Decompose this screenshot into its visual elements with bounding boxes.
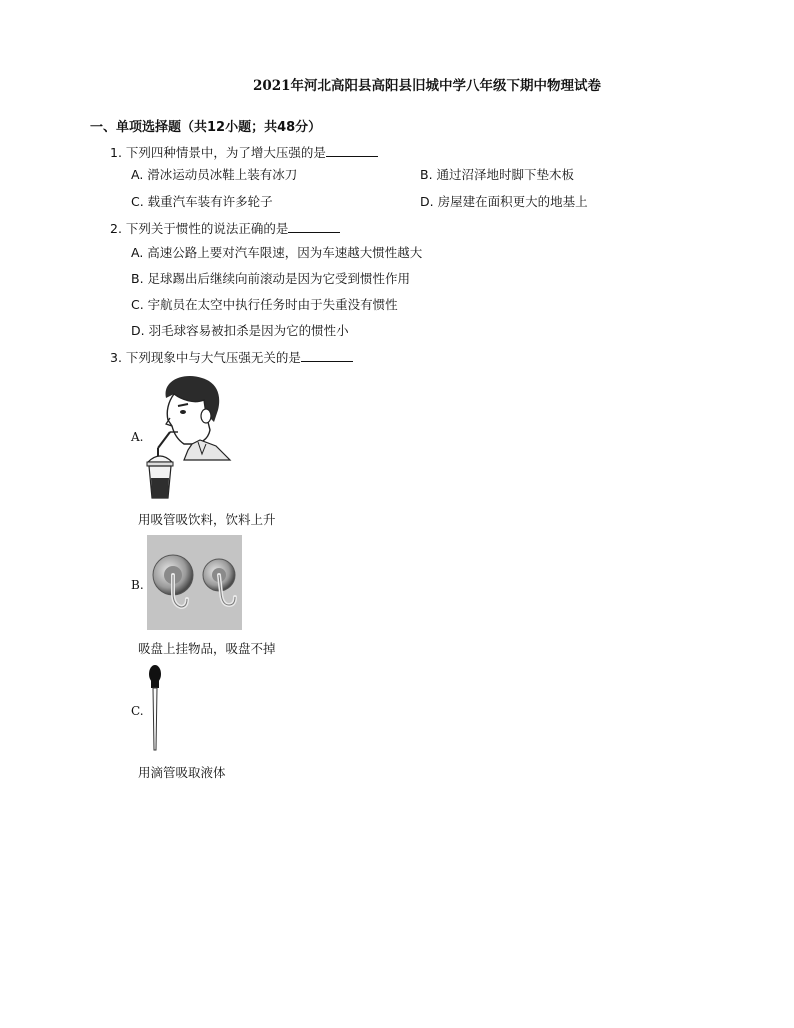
question-1 bbox=[110, 143, 378, 161]
question-2 bbox=[110, 219, 340, 237]
answer-blank bbox=[301, 350, 353, 362]
q2-option-c: C. 宇航员在太空中执行任务时由于失重没有惯性 bbox=[131, 297, 398, 312]
q2-option-b: B. 足球踢出后继续向前滚动是因为它受到惯性作用 bbox=[131, 271, 411, 286]
q3-option-c-label: C. bbox=[131, 704, 144, 718]
page-title: 2021年河北高阳县高阳县旧城中学八年级下期中物理试卷 bbox=[252, 78, 602, 94]
section-heading: 一、单项选择题（共12小题；共48分） bbox=[90, 120, 322, 135]
q3-option-b-caption: 吸盘上挂物品，吸盘不掉 bbox=[138, 641, 276, 656]
q1-option-d: D. 房屋建在面积更大的地基上 bbox=[420, 194, 588, 209]
q2-option-a: A. 高速公路上要对汽车限速，因为车速越大惯性越大 bbox=[131, 245, 423, 260]
q1-option-a: A. 滑冰运动员冰鞋上装有冰刀 bbox=[131, 167, 298, 182]
q3-option-c-caption: 用滴管吸取液体 bbox=[138, 765, 226, 780]
q1-option-c: C. 载重汽车装有许多轮子 bbox=[131, 194, 273, 209]
answer-blank bbox=[288, 221, 340, 233]
q1-option-b: B. 通过沼泽地时脚下垫木板 bbox=[420, 167, 575, 182]
q2-option-d: D. 羽毛球容易被扣杀是因为它的惯性小 bbox=[131, 323, 349, 338]
q3-option-a-label: A. bbox=[131, 430, 144, 444]
answer-blank bbox=[326, 145, 378, 157]
boy-drinking-straw-icon bbox=[144, 370, 234, 500]
question-1-stem: 1. 下列四种情景中，为了增大压强的是 bbox=[110, 145, 326, 160]
q3-option-a-caption: 用吸管吸饮料，饮料上升 bbox=[138, 512, 276, 527]
q3-option-b-label: B. bbox=[131, 578, 144, 592]
question-3-stem: 3. 下列现象中与大气压强无关的是 bbox=[110, 350, 301, 365]
question-3 bbox=[110, 348, 353, 366]
question-2-stem: 2. 下列关于惯性的说法正确的是 bbox=[110, 221, 289, 236]
suction-hooks-photo-icon bbox=[147, 535, 242, 630]
dropper-icon bbox=[145, 662, 165, 754]
